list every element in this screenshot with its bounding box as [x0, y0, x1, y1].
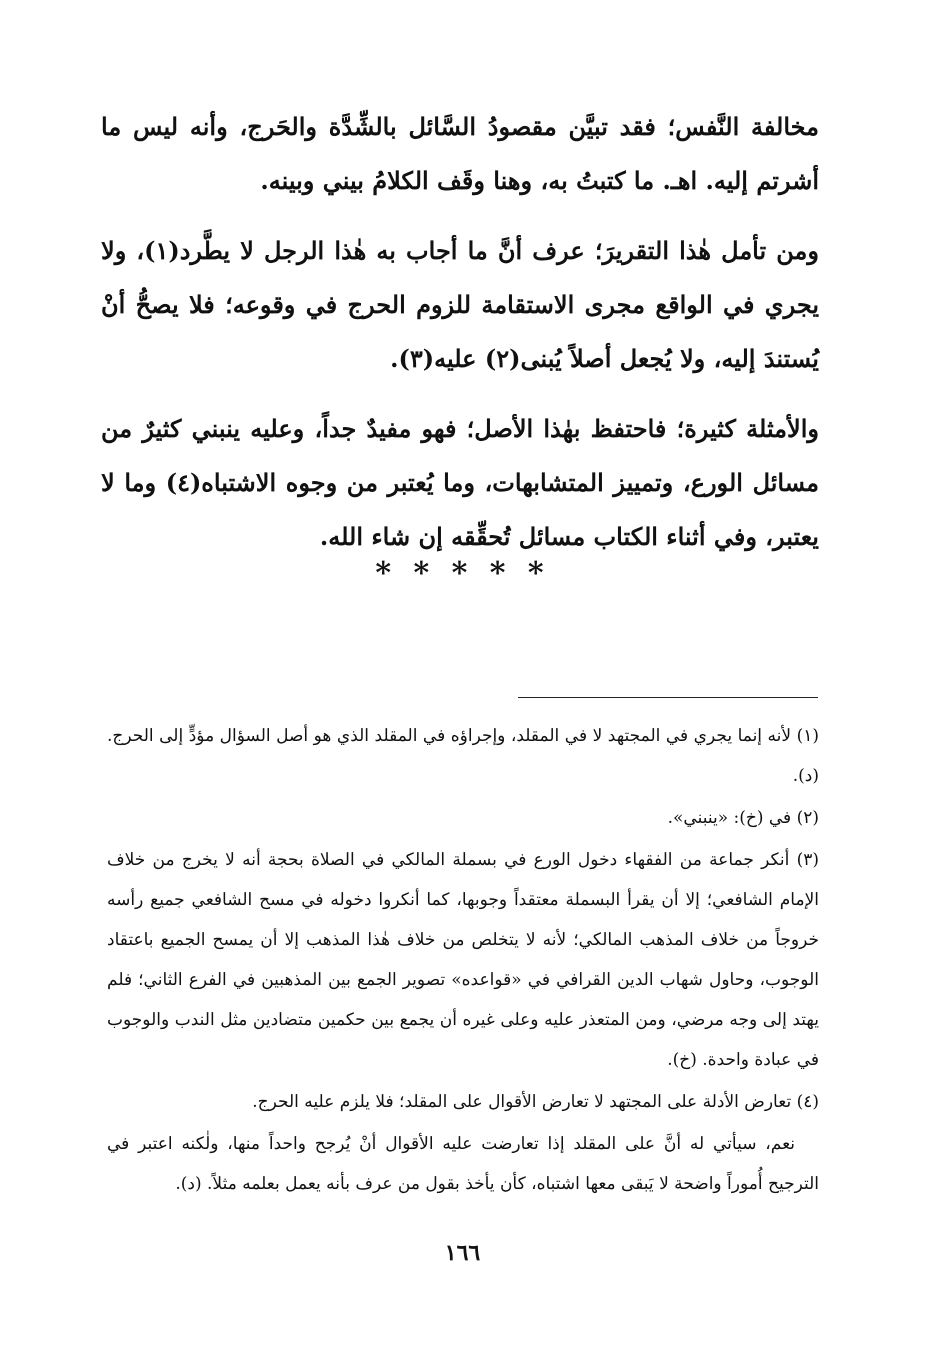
- paragraph-2: ومن تأمل هٰذا التقريرَ؛ عرف أنَّ ما أجاب به هٰذا الرجل لا يطَّرد(١)، ولا يجري في الواقع مجرى الاستقامة للزوم الحرج في وقوعه؛ فلا يصحُّ أنْ يُستندَ إليه، ولا يُجعل أصلاً يُبنى(٢) عليه(٣).: [101, 236, 820, 373]
- paragraph-1: مخالفة النَّفس؛ فقد تبيَّن مقصودُ السَّائل بالشِّدَّة والحَرج، وأنه ليس ما أشرتم إليه. اهـ. ما كتبتُ به، وهنا وقَف الكلامُ بيني وبينه.: [101, 112, 819, 195]
- main-text: [101, 100, 819, 580]
- page-number: ١٦٦: [444, 1240, 481, 1266]
- footnote-1: (١) لأنه إنما يجري في المجتهد لا في المقلد، وإجراؤه في المقلد الذي هو أصل السؤال مؤدٍّ إلى الحرج. (د).: [107, 726, 819, 786]
- footnote-4: (٤) تعارض الأدلة على المجتهد لا تعارض الأقوال على المقلد؛ فلا يلزم عليه الحرج.: [252, 1092, 819, 1112]
- footnote-divider: [518, 697, 818, 698]
- footnote-4-continuation: نعم، سيأتي له أنَّ على المقلد إذا تعارضت عليه الأقوال أنْ يُرجح واحداً منها، ولٰكنه اعتبر في الترجيح أُموراً واضحة لا يَبقى معها اشتباه، كأن يأخذ بقول من عرف بأنه يعمل بعلمه مثلاً. (د).: [107, 1134, 819, 1194]
- section-separator: * * * * *: [375, 556, 550, 591]
- footnote-3: (٣) أنكر جماعة من الفقهاء دخول الورع في بسملة المالكي في الصلاة بحجة أنه لا يخرج من خلاف الإمام الشافعي؛ إلا أن يقرأ البسملة معتقداً وجوبها، كما أنكروا دخوله في مسح الشافعي جميع رأسه خروجاً من خلاف المذهب المالكي؛ لأنه لا يتخلص من خلاف هٰذا المذهب إلا أن يمسح الجميع باعتقاد الوجوب، وحاول شهاب الدين القرافي في «قواعده» تصوير الجمع بين المذهبين في الفرع الثاني؛ فلم يهتد إلى وجه مرضي، ومن المتعذر عليه وعلى غيره أن يجمع بين حكمين متضادين مثل الندب والوجوب في عبادة واحدة. (خ).: [107, 850, 819, 1070]
- footnotes: [107, 716, 819, 1206]
- footnote-2: (٢) في (خ): «ينبني».: [667, 808, 819, 828]
- paragraph-3: والأمثلة كثيرة؛ فاحتفظ بهٰذا الأصل؛ فهو مفيدٌ جداً، وعليه ينبني كثيرٌ من مسائل الورع، وتمييز المتشابهات، وما يُعتبر من وجوه الاشتباه(٤) وما لا يعتبر، وفي أثناء الكتاب مسائل تُحقِّقه إن شاء الله.: [101, 414, 819, 551]
